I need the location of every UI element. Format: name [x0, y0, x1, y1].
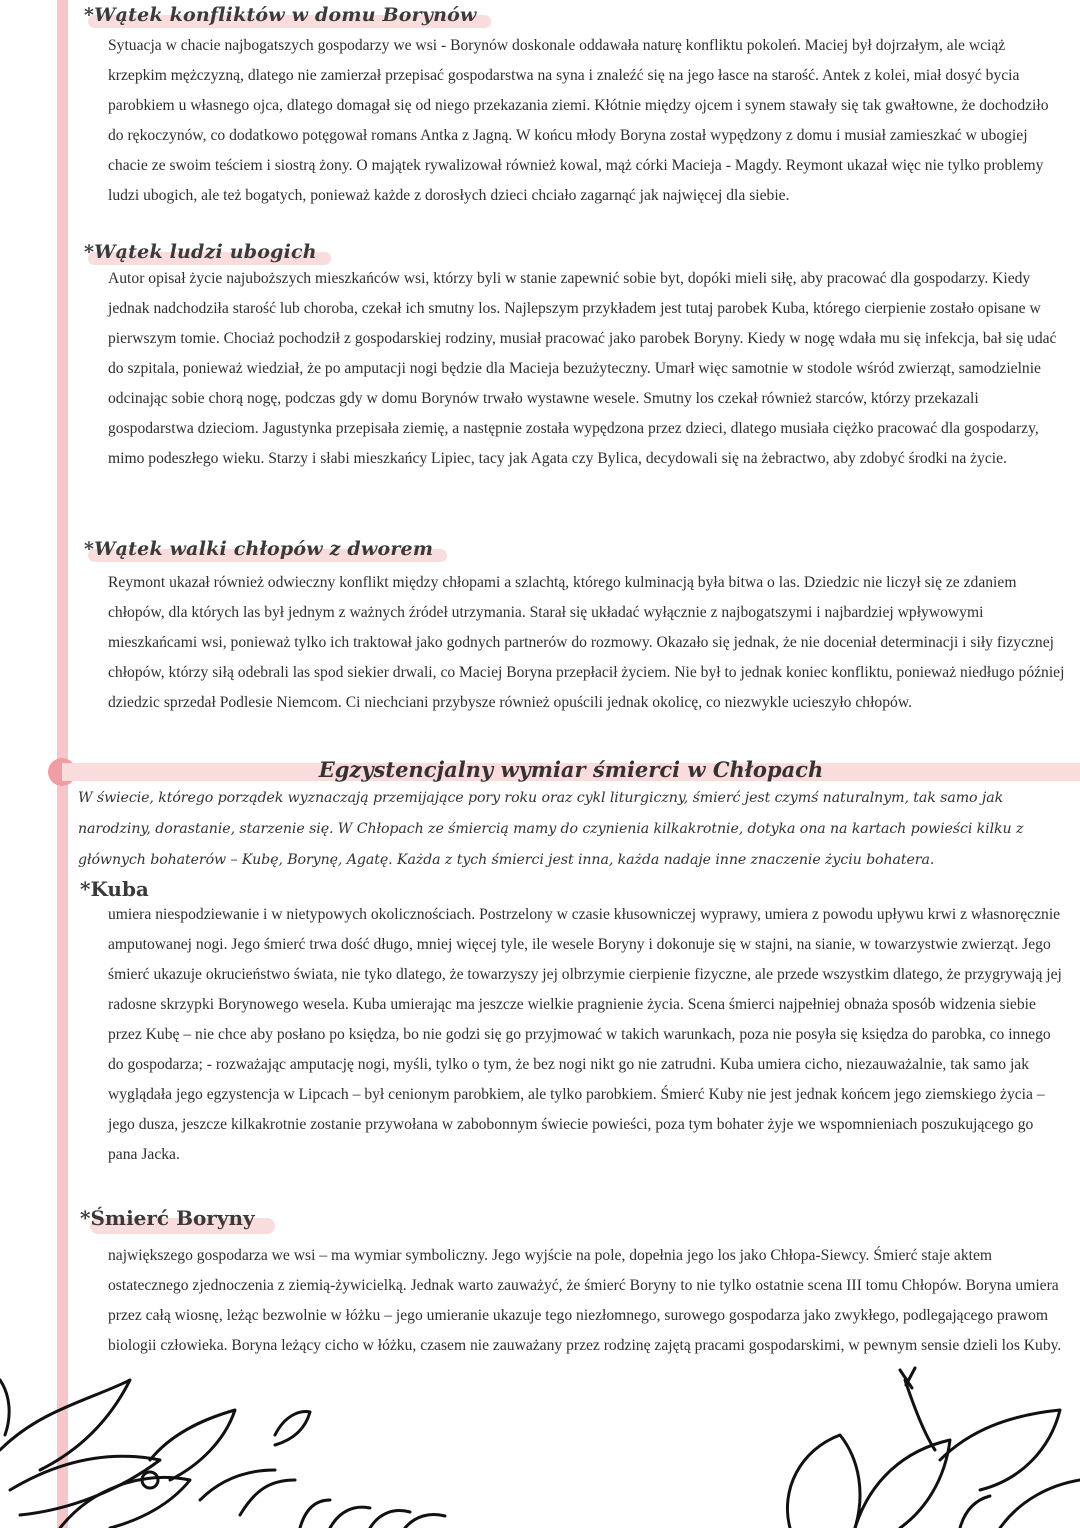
heading-boryna: *Śmierć Boryny [80, 1206, 255, 1230]
paragraph-konflikty: Sytuacja w chacie najbogatszych gospodarzy we wsi - Borynów doskonale oddawała naturę konfliktu pokoleń. Maciej był dojrzałym, ale wciąż krzepkim mężczyzną, dlatego nie zamierzał przepisać gospodarstwa na syna i znaleźć się na jego łasce na starość. Antek z kolei, miał dosyć bycia parobkiem u własnego ojca, dlatego domagał się od niego przekazania ziemi. Kłótnie między ojcem i synem stawały się tak gwałtowne, że dochodziło do rękoczynów, co dodatkowo potęgował romans Antka z Jagną. W końcu młody Boryna został wypędzony z domu i musiał zamieszkać w ubogiej chacie ze swoim teściem i siostrą żony. O majątek rywalizował również kowal, mąż córki Macieja - Magdy. Reymont ukazał więc nie tylko problemy ludzi ubogich, ale też bogatych, ponieważ każde z dorosłych dzieci chciało zagarnąć jak najwięcej dla siebie. [108, 37, 1049, 204]
heading-konflikty: *Wątek konfliktów w domu Borynów [84, 4, 477, 26]
left-flower-icon [0, 1380, 445, 1528]
intro-smierc: W świecie, którego porządek wyznaczają przemijające pory roku oraz cykl liturgiczny, śmierć jest czymś naturalnym, tak samo jak narodziny, dorastanie, starzenie się. W Chłopach ze śmiercią mamy do czynienia kilkakrotnie, dotyka ona na kartach powieści kilku z głównych bohaterów – Kubę, Borynę, Agatę. Każda z tych śmierci jest inna, każda nadaje inne znaczenie życiu bohatera. [78, 790, 1024, 868]
heading-kuba: *Kuba [80, 877, 149, 901]
paragraph-kuba: umiera niespodziewanie i w nietypowych okolicznościach. Postrzelony w czasie kłusowniczej wyprawy, umiera z powodu upływu krwi z własnoręcznie amputowanej nogi. Jego śmierć trwa dość długo, mniej więcej tyle, ile wesele Boryny i dokonuje się w stajni, na sianie, w towarzystwie zwierząt. Jego śmierć ukazuje okrucieństwo świata, nie tyko dlatego, że towarzyszy jej olbrzymie cierpienie fizyczne, ale przede wszystkim dlatego, że przygrywają jej radosne skrzypki Borynowego wesela. Kuba umierając ma jeszcze wielkie pragnienie życia. Scena śmierci najpełniej obnaża sposób widzenia siebie przez Kubę – nie chce aby posłano po księdza, bo nie godzi się go przyjmować w takich warunkach, poza nie posyła się księdza do parobka, co innego do gospodarza; - rozważając amputację nogi, myśli, tylko o tym, że bez nogi nikt go nie zatrudni. Kuba umiera cicho, niezauważalnie, tak samo jak wyglądała jego egzystencja w Lipcach – był cenionym parobkiem, ale tylko parobkiem. Śmierć Kuby nie jest jednak końcem jego ziemskiego życia – jego dusza, jeszcze kilkakrotnie zostanie przywołana w zabobonnym świecie powieści, poza tym bohater żyje we wspomnieniach poszukującego go pana Jacka. [108, 906, 1062, 1163]
paragraph-boryna: największego gospodarza we wsi – ma wymiar symboliczny. Jego wyjście na pole, dopełnia jego los jako Chłopa-Siewcy. Śmierć staje aktem ostatecznego zjednoczenia z ziemią-żywicielką. Jednak warto zauważyć, że śmierć Boryny to nie tylko ostatnie scena III tomu Chłopów. Boryna umiera przez całą wiosnę, leżąc bezwolnie w łóżku – jego umieranie ukazuje tego niezłomnego, surowego gospodarza jako zwykłego, podlegającego prawom biologii człowieka. Boryna leżący cicho w łóżku, czasem nie zauważany przez rodzinę zajętą pracami gospodarskimi, w pewnym sensie dzieli los Kuby. [108, 1247, 1062, 1354]
left-edge-flower-icon [0, 1380, 9, 1435]
paragraph-ubodzy: Autor opisał życie najuboższych mieszkańców wsi, którzy byli w stanie zapewnić sobie byt, dopóki mieli siłę, aby pracować dla gospodarzy. Kiedy jednak nadchodziła starość lub choroba, czekał ich smutny los. Najlepszym przykładem jest tutaj parobek Kuba, którego cierpienie zostało opisane w pierwszym tomie. Chociaż pochodził z gospodarskiej rodziny, musiał pracować jako parobek Boryny. Kiedy w nogę wdała mu się infekcja, bał się udać do szpitala, ponieważ wiedział, że po amputacji nogi będzie dla Macieja bezużyteczny. Umarł więc samotnie w stodole wśród zwierząt, samodzielnie odcinając sobie chorą nogę, podczas gdy w domu Borynów trwało wystawne wesele. Smutny los czekał również starców, którzy przekazali gospodarstwa dzieciom. Jagustynka przepisała ziemię, a następnie została wypędzona przez dzieci, dlatego musiała ciężko pracować dla gospodarzy, mimo podeszłego wieku. Starzy i słabi mieszkańcy Lipiec, tacy jak Agata czy Bylica, decydowali się na żebractwo, aby zdobyć środki na życie. [108, 270, 1057, 467]
heading-ubodzy: *Wątek ludzi ubogich [84, 241, 317, 263]
section-title-smierc: Egzystencjalny wymiar śmierci w Chłopach [318, 757, 824, 782]
floral-decoration [0, 1340, 1080, 1528]
paragraph-dwor: Reymont ukazał również odwieczny konflikt między chłopami a szlachtą, którego kulminacją była bitwa o las. Dziedzic nie liczył się ze zdaniem chłopów, dla których las był jednym z ważnych źródeł utrzymania. Starał się układać wyłącznie z najbogatszymi i najbardziej wpływowymi mieszkańcami wsi, ponieważ tylko ich traktował jako godnych partnerów do rozmowy. Okazało się jednak, że nie doceniał determinacji i siły fizycznej chłopów, którzy siłą odebrali las spod siekier drwali, co Maciej Boryna przepłacił życiem. Nie był to jednak koniec konfliktu, ponieważ niedługo później dziedzic sprzedał Podlesie Niemcom. Ci niechciani przybysze również opuścili jednak okolicę, co niezwykle ucieszyło chłopów. [108, 574, 1065, 711]
heading-dwor: *Wątek walki chłopów z dworem [84, 538, 433, 560]
right-flower-icon [787, 1368, 1080, 1528]
